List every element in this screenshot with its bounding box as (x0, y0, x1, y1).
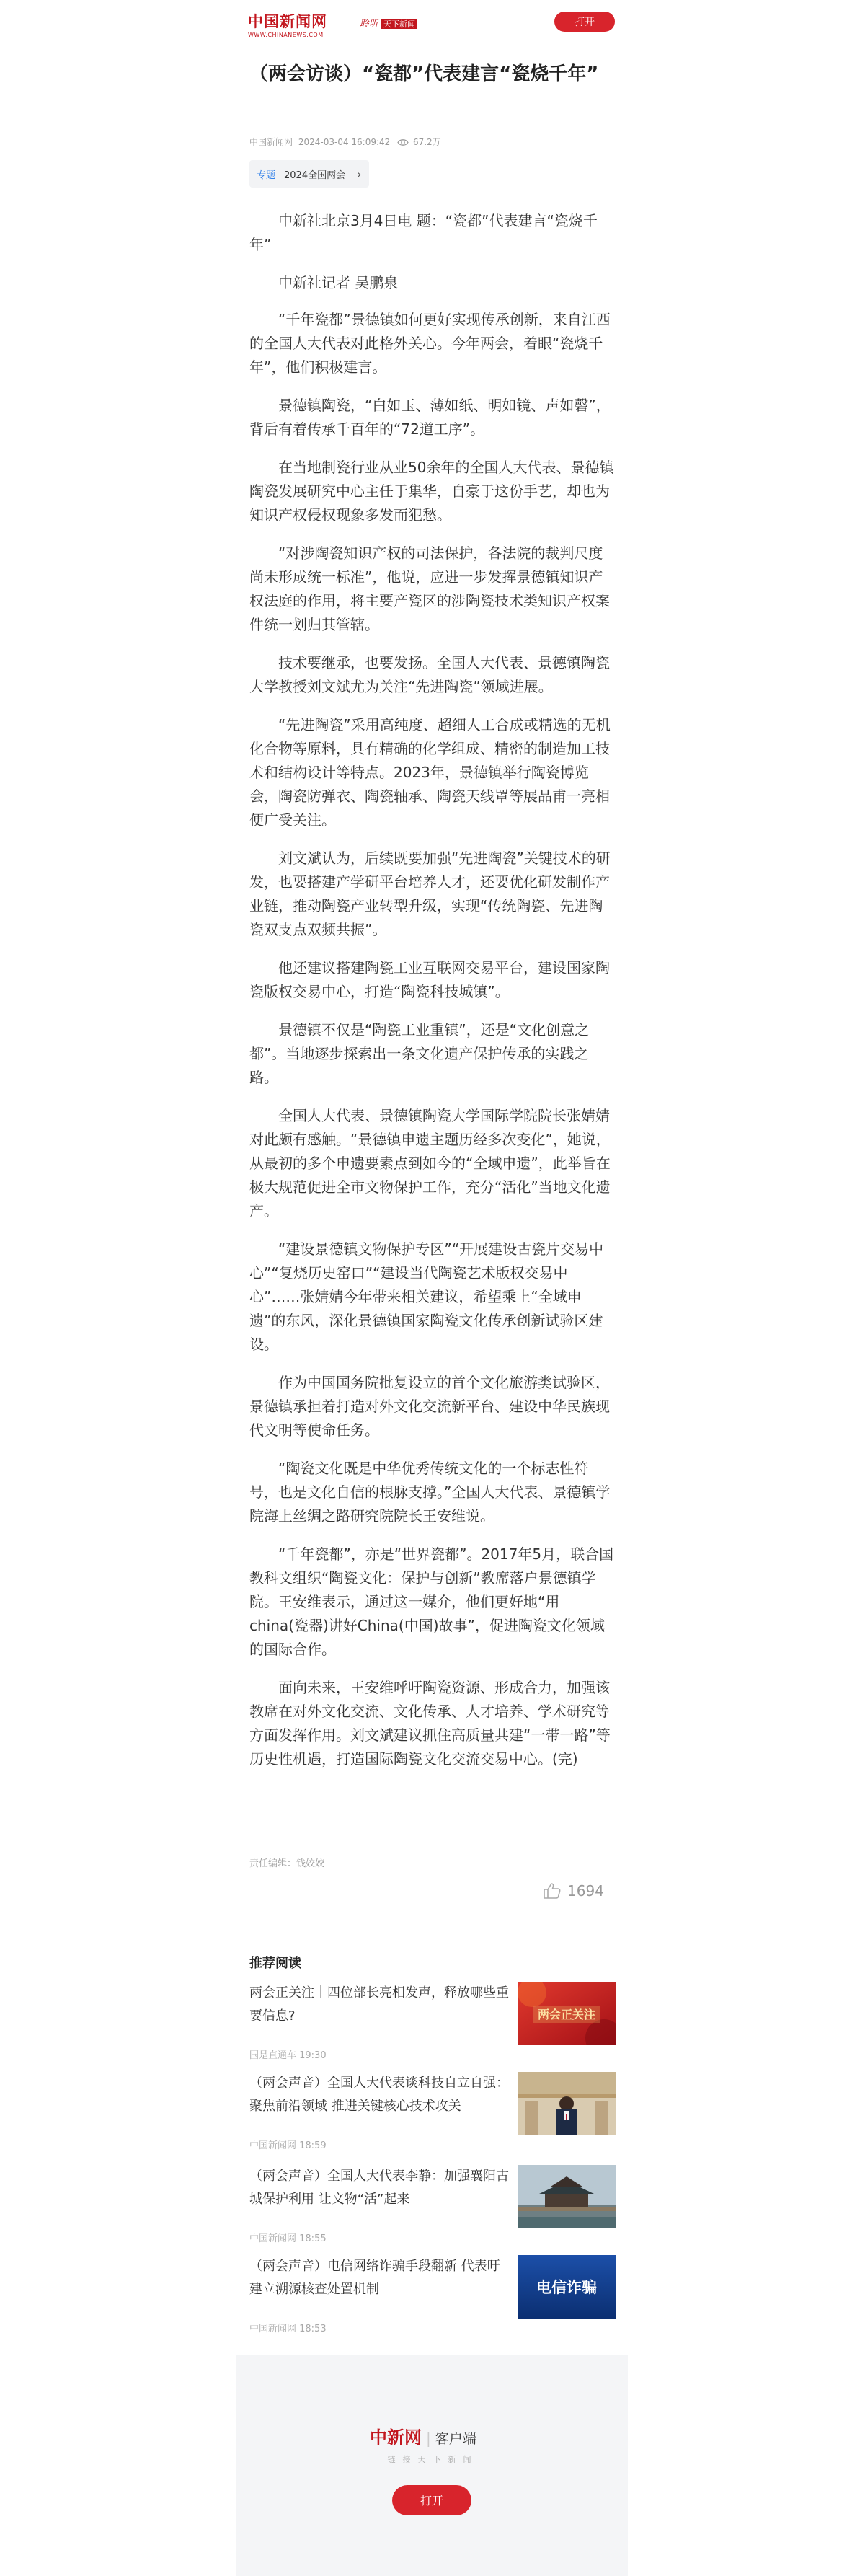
recommend-thumbnail[interactable] (518, 2165, 616, 2228)
article-paragraph: 技术要继承，也要发扬。全国人大代表、景德镇陶瓷大学教授刘文斌尤为关注“先进陶瓷”领域进展。 (249, 654, 610, 695)
article-paragraph: “陶瓷文化既是中华优秀传统文化的一个标志性符号，也是文化自信的根脉支撑。”全国人大代表、景德镇学院海上丝绸之路研究院院长王安维说。 (249, 1460, 611, 1525)
open-app-button-bottom[interactable]: 打开 (392, 2485, 471, 2515)
article-byline: 中新社记者 吴鹏泉 (278, 274, 399, 291)
like-button[interactable] (543, 1882, 604, 1900)
top-bar (236, 0, 628, 45)
article-datetime: 2024-03-04 16:09:42 (298, 137, 391, 147)
recommend-item[interactable] (249, 1982, 616, 2061)
article-paragraph: 全国人大代表、景德镇陶瓷大学国际学院院长张婧婧对此颇有感触。“景德镇申遗主题历经多次变化”，她说，从最初的多个申遗要素点到如今的“全域申遗”，此举旨在极大规范促进全市文物保护工作，充分“活化”当地文化遗产。 (249, 1107, 611, 1219)
view-count: 67.2万 (412, 137, 441, 147)
article-paragraph: 景德镇陶瓷，“白如玉、薄如纸、明如镜、声如磬”，背后有着传承千百年的“72道工序”。 (249, 397, 611, 438)
thumb-caption: 电信诈骗 (536, 2279, 597, 2296)
recommend-thumbnail[interactable] (518, 2072, 616, 2135)
article-paragraph: 在当地制瓷行业从业50余年的全国人大代表、景德镇陶瓷发展研究中心主任于集华，自豪于这份手艺，却也为知识产权侵权现象多发而犯愁。 (249, 459, 614, 524)
article-paragraph: “千年瓷都”，亦是“世界瓷都”。2017年5月，联合国教科文组织“陶瓷文化：保护与创新”教席落户景德镇学院。王安维表示，通过这一媒介，他们更好地“用china(瓷器)讲好China(中国)故事”，促进陶瓷文化领域的国际合作。 (249, 1545, 614, 1658)
recommend-source: 国是直通车 19:30 (249, 2050, 327, 2061)
article-paragraph: 面向未来，王安维呼吁陶瓷资源、形成合力，加强该教席在对外文化交流、文化传承、人才培养、学术研究等方面发挥作用。刘文斌建议抓住高质量共建“一带一路”等历史性机遇，打造国际陶瓷文化交流交易中心。(完) (249, 1679, 611, 1768)
topic-label: 专题 (257, 169, 276, 181)
site-logo[interactable] (248, 10, 327, 38)
article-paragraph: “对涉陶瓷知识产权的司法保护，各法院的裁判尺度尚未形成统一标准”，他说，应进一步发挥景德镇知识产权法庭的作用，将主要产瓷区的涉陶瓷技术类知识产权案件统一划归其管辖。 (249, 544, 610, 633)
recommend-title[interactable]: （两会声音）全国人大代表谈科技自立自强：聚焦前沿领域 推进关键核心技术攻关 (249, 2076, 509, 2114)
thumbs-up-icon (543, 1882, 562, 1900)
article-paragraph: “建设景德镇文物保护专区”“开展建设古瓷片交易中心”“复烧历史窑口”“建设当代陶瓷艺术版权交易中心”……张婧婧今年带来相关建议，希望乘上“全域申遗”的东风，深化景德镇国家陶瓷文化传承创新试验区建设。 (249, 1240, 604, 1353)
article-paragraph: 景德镇不仅是“陶瓷工业重镇”，还是“文化创意之都”。当地逐步探索出一条文化遗产保护传承的实践之路。 (249, 1021, 590, 1086)
app-tagline: 链接天下新闻 (387, 2455, 479, 2464)
recommend-source: 中国新闻网 18:53 (249, 2324, 327, 2334)
article-paragraph: 他还建议搭建陶瓷工业互联网交易平台，建设国家陶瓷版权交易中心，打造“陶瓷科技城镇”。 (249, 959, 610, 1000)
eye-icon (397, 138, 409, 146)
article-paragraph: “千年瓷都”景德镇如何更好实现传承创新，来自江西的全国人大代表对此格外关心。今年两会，着眼“瓷烧千年”，他们积极建言。 (249, 311, 611, 376)
slogan-highlight: 天下新闻 (381, 19, 417, 29)
app-download-area (236, 2355, 628, 2576)
recommend-source: 中国新闻网 18:59 (249, 2140, 327, 2151)
slogan-text: 聆听 (360, 19, 379, 30)
header-slogan (360, 16, 417, 30)
logo-text: 中国新闻网 (248, 12, 327, 30)
recommend-thumbnail[interactable] (518, 2255, 616, 2319)
app-client-label: 客户端 (435, 2431, 476, 2447)
logo-url: WWW.CHINANEWS.COM (248, 32, 324, 38)
recommend-item[interactable] (249, 2255, 616, 2334)
topic-name: 2024全国两会 (284, 169, 346, 181)
recommend-item[interactable] (249, 2165, 616, 2244)
article-body (249, 209, 616, 1786)
article-paragraph: 作为中国国务院批复设立的首个文化旅游类试验区，景德镇承担着打造对外文化交流新平台、建设中华民族现代文明等使命任务。 (249, 1374, 610, 1439)
article-paragraph: 中新社北京3月4日电 题：“瓷都”代表建言“瓷烧千年” (249, 212, 598, 253)
like-count: 1694 (567, 1882, 604, 1900)
topic-link[interactable] (249, 160, 369, 188)
app-logo: 中新网 | 客户端 (370, 2427, 476, 2448)
editor-credit: 责任编辑：钱姣姣 (249, 1858, 325, 1869)
article-paragraph: 刘文斌认为，后续既要加强“先进陶瓷”关键技术的研发，也要搭建产学研平台培养人才，还要优化研发制作产业链，推动陶瓷产业转型升级，实现“传统陶瓷、先进陶瓷双支点双频共振”。 (249, 850, 611, 938)
recommend-heading: 推荐阅读 (249, 1956, 301, 1971)
recommend-thumbnail[interactable] (518, 1982, 616, 2045)
chevron-right-icon: › (357, 167, 362, 181)
article-title: （两会访谈）“瓷都”代表建言“瓷烧千年” (249, 63, 599, 85)
recommend-title[interactable]: 两会正关注｜四位部长亮相发声，释放哪些重要信息? (249, 1985, 509, 2024)
recommend-item[interactable] (249, 2072, 616, 2151)
article-paragraph: “先进陶瓷”采用高纯度、超细人工合成或精选的无机化合物等原料，具有精确的化学组成、精密的制造加工技术和结构设计等特点。2023年，景德镇举行陶瓷博览会，陶瓷防弹衣、陶瓷轴承、陶瓷天线罩等展品甫一亮相便广受关注。 (249, 716, 611, 829)
thumb-caption: 两会正关注 (537, 2008, 596, 2021)
recommend-title[interactable]: （两会声音）全国人大代表李静：加强襄阳古城保护利用 让文物“活”起来 (249, 2169, 509, 2207)
app-logo-text: 中新网 (370, 2427, 422, 2448)
article-source: 中国新闻网 (249, 137, 293, 147)
recommend-title[interactable]: （两会声音）电信网络诈骗手段翻新 代表吁建立溯源核查处置机制 (249, 2259, 500, 2297)
recommend-source: 中国新闻网 18:55 (249, 2233, 327, 2244)
article-meta (249, 136, 610, 148)
open-app-button[interactable]: 打开 (554, 12, 615, 32)
